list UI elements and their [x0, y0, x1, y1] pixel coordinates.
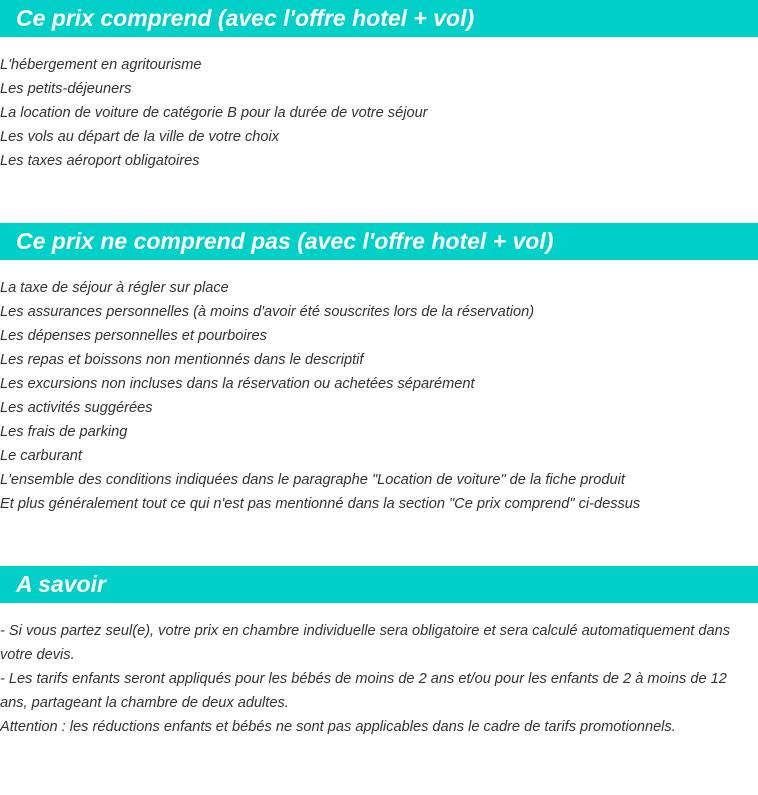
- list-item: L'ensemble des conditions indiquées dans le paragraphe "Location de voiture" de la fiche produit: [0, 472, 625, 488]
- list-item: Les dépenses personnelles et pourboires: [0, 328, 267, 344]
- included-title: Ce prix comprend (avec l'offre hotel + vol): [0, 0, 758, 37]
- info-paragraph-attention: Attention : les réductions enfants et bébés ne sont pas applicables dans le cadre de tarifs promotionnels.: [0, 719, 676, 735]
- list-item: Les vols au départ de la ville de votre choix: [0, 129, 280, 145]
- info-section: [0, 566, 758, 739]
- list-item: Les taxes aéroport obligatoires: [0, 153, 200, 169]
- list-item: Les assurances personnelles (à moins d'avoir été souscrites lors de la réservation): [0, 304, 535, 320]
- excluded-title: Ce prix ne comprend pas (avec l'offre hotel + vol): [0, 223, 758, 260]
- list-item: Les excursions non incluses dans la réservation ou achetées séparément: [0, 376, 475, 392]
- info-title: A savoir: [0, 566, 758, 603]
- list-item: Les petits-déjeuners: [0, 81, 132, 97]
- info-paragraph-child-rates: - Les tarifs enfants seront appliqués pour les bébés de moins de 2 ans et/ou pour les enfants de 2 à moins de 12 ans, partageant la chambre de deux adultes.: [0, 671, 727, 711]
- list-item: Les frais de parking: [0, 424, 128, 440]
- excluded-section: [0, 223, 758, 516]
- list-item: Les activités suggérées: [0, 400, 153, 416]
- list-item: Le carburant: [0, 448, 82, 464]
- excluded-list: [0, 276, 758, 516]
- list-item: Les repas et boissons non mentionnés dans le descriptif: [0, 352, 364, 368]
- list-item: La taxe de séjour à régler sur place: [0, 280, 229, 296]
- info-paragraph-single-room: - Si vous partez seul(e), votre prix en chambre individuelle sera obligatoire et sera calculé automatiquement dans votre devis.: [0, 623, 731, 663]
- included-section: [0, 0, 758, 173]
- list-item: La location de voiture de catégorie B pour la durée de votre séjour: [0, 105, 428, 121]
- list-item: L'hébergement en agritourisme: [0, 57, 202, 73]
- included-list: [0, 53, 758, 173]
- list-item: Et plus généralement tout ce qui n'est pas mentionné dans la section "Ce prix comprend" ci-dessus: [0, 496, 641, 512]
